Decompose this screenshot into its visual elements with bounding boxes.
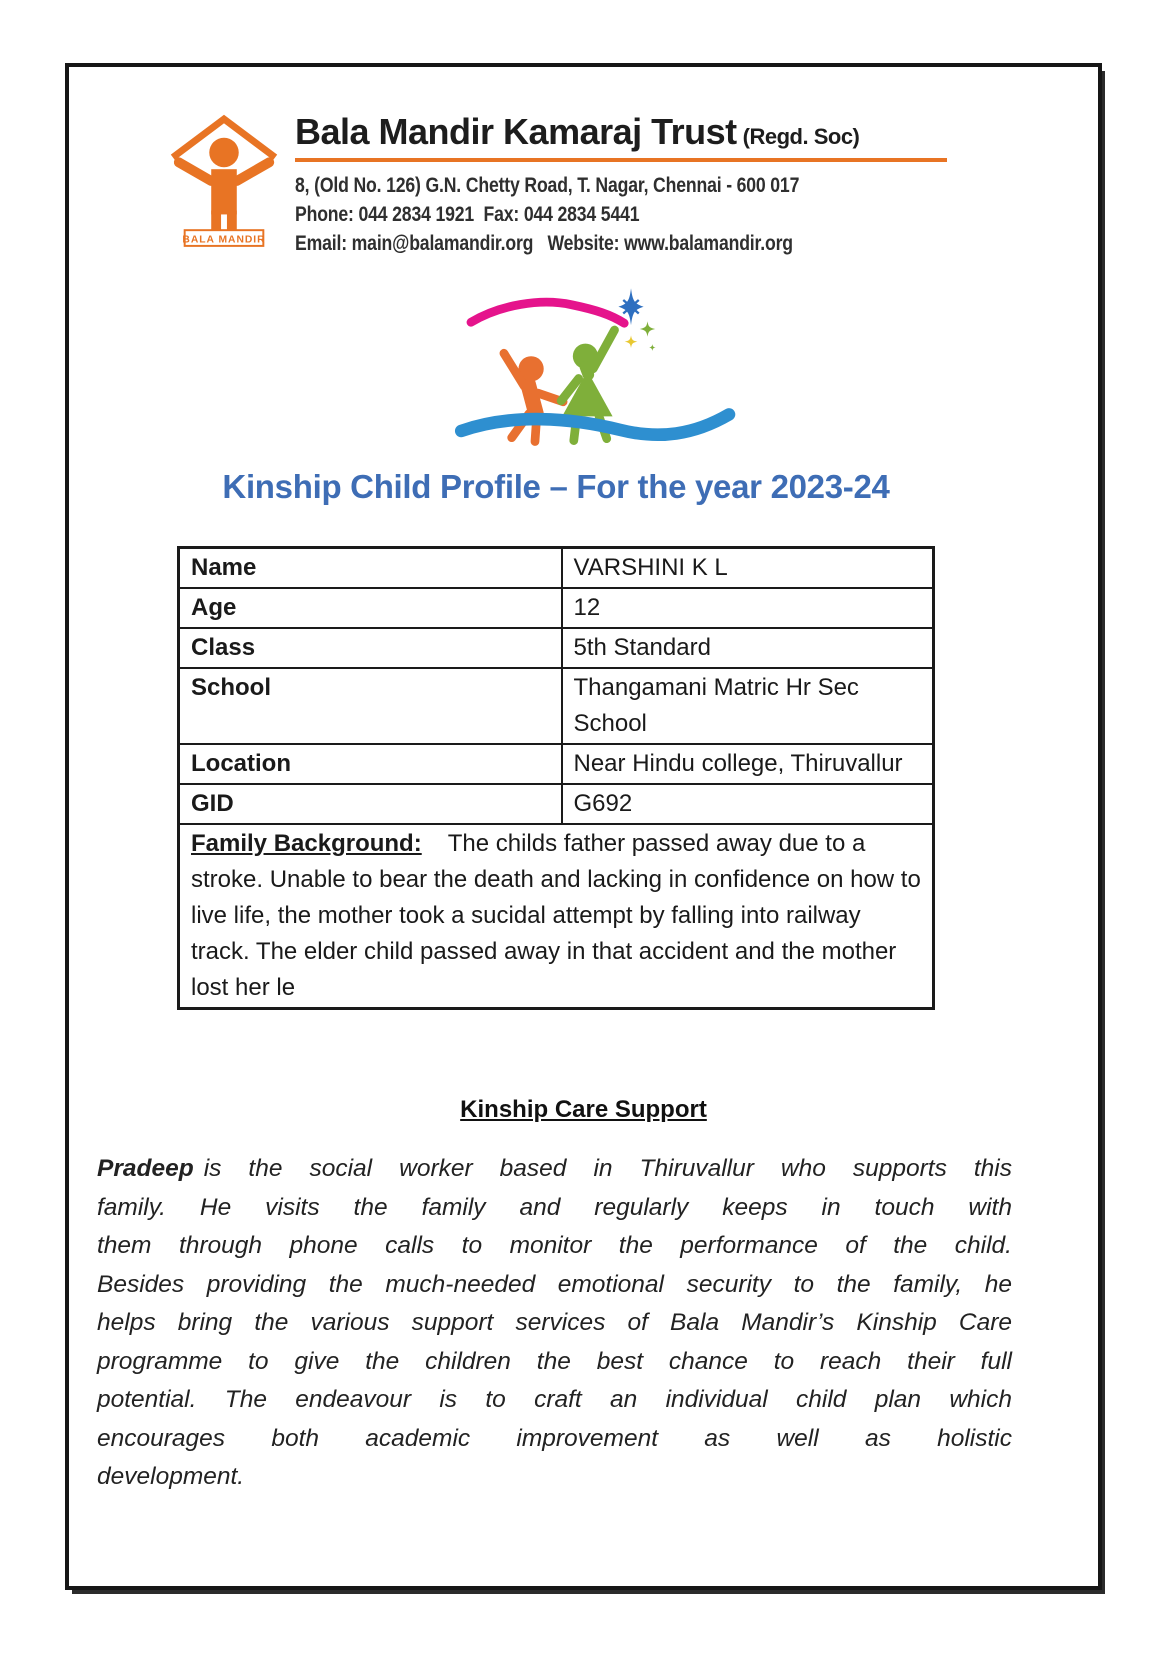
page-title: Kinship Child Profile – For the year 2023-24	[222, 468, 890, 505]
row-value: Near Hindu college, Thiruvallur	[562, 744, 934, 784]
family-background-cell	[179, 824, 934, 1009]
paragraph-line: Besides providing the much-needed emotional security to the family, he	[97, 1270, 1012, 1298]
paragraph-line: development.	[97, 1463, 245, 1490]
table-row	[179, 628, 934, 668]
kinship-children-logo	[443, 266, 755, 460]
paragraph-line: programme to give the children the best chance to reach their full	[97, 1347, 1012, 1375]
profile-table	[177, 546, 935, 1010]
family-background-row	[179, 824, 934, 1009]
border-notch	[1091, 1419, 1102, 1465]
child-figure-orange	[504, 353, 563, 441]
paragraph-line: potential. The endeavour is to craft an individual child plan which	[97, 1386, 1012, 1413]
row-label: Name	[179, 548, 562, 589]
address-line: 8, (Old No. 126) G.N. Chetty Road, T. Nagar, Chennai - 600 017	[295, 174, 800, 197]
table-row	[179, 784, 934, 824]
letterhead	[165, 111, 1098, 258]
row-value: VARSHINI K L	[562, 548, 934, 589]
paragraph-line: helps bring the various support services of Bala Mandir’s Kinship Care	[97, 1309, 1012, 1336]
org-name	[295, 111, 959, 153]
section-heading: Kinship Care Support	[460, 1096, 707, 1123]
orange-rule	[295, 158, 947, 162]
row-label: Age	[179, 588, 562, 628]
org-name-text: Bala Mandir Kamaraj Trust	[295, 111, 737, 152]
bala-mandir-logo	[165, 111, 283, 251]
document-page	[65, 63, 1102, 1590]
family-background-text: The childs father passed away due to a stroke. Unable to bear the death and lacking in confidence on how to live life, the mother took a sucidal attempt by falling into railway track. The elder child passed away in that accident and the mother lost her le	[191, 830, 921, 1001]
row-value: Thangamani Matric Hr Sec School	[562, 668, 934, 744]
row-label: Location	[179, 744, 562, 784]
paragraph-line	[97, 1150, 1012, 1189]
logo-caption: BALA MANDIR	[182, 234, 266, 246]
family-background-label: Family Background:	[191, 830, 422, 857]
phone-fax-line: Phone: 044 2834 1921 Fax: 044 2834 5441	[295, 203, 640, 226]
row-label: Class	[179, 628, 562, 668]
paragraph-line: family. He visits the family and regularly keeps in touch with	[97, 1193, 1012, 1221]
email-website-line: Email: main@balamandir.org Website: www.balamandir.org	[295, 232, 793, 255]
row-value: 12	[562, 588, 934, 628]
table-row	[179, 668, 934, 744]
row-value: 5th Standard	[562, 628, 934, 668]
row-label: GID	[179, 784, 562, 824]
support-paragraph	[97, 1150, 1012, 1497]
table-row	[179, 548, 934, 589]
pink-wave-icon	[471, 302, 624, 323]
social-worker-name: Pradeep	[97, 1155, 194, 1182]
logo-caption-box	[182, 230, 265, 246]
org-block	[295, 111, 959, 258]
table-row	[179, 588, 934, 628]
person-figure-icon	[179, 138, 269, 246]
paragraph-line: encourages both academic improvement as well as holistic	[97, 1424, 1012, 1452]
paragraph-line: them through phone calls to monitor the performance of the child.	[97, 1232, 1012, 1259]
table-row	[179, 744, 934, 784]
row-value: G692	[562, 784, 934, 824]
paragraph-line-text: is the social worker based in Thiruvallur who supports this	[203, 1155, 1012, 1182]
org-suffix: (Regd. Soc)	[742, 124, 860, 149]
row-label: School	[179, 668, 562, 744]
